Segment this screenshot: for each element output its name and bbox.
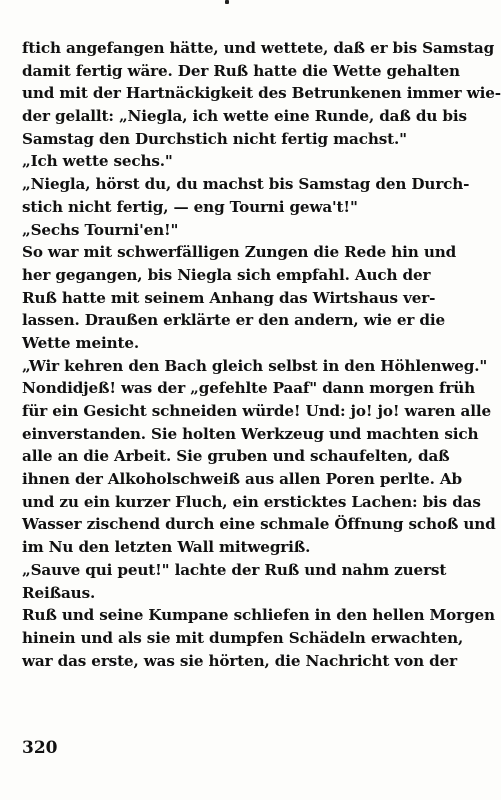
text-line: Reißaus.	[22, 583, 96, 602]
text-line: „Wir kehren den Bach gleich selbst in den Höhlenweg."	[22, 356, 488, 375]
text-line: im Nu den letzten Wall mitwegriß.	[22, 538, 311, 557]
text-line: Ruß und seine Kumpane schliefen in den hellen Morgen	[22, 606, 495, 625]
text-line: der gelallt: „Niegla, ich wette eine Runde, daß du bis	[22, 107, 467, 126]
text-line: Nondidjeß! was der „gefehlte Paaf" dann morgen früh	[22, 379, 476, 398]
text-line: „Sechs Tourni'en!"	[22, 220, 179, 239]
text-line: „Sauve qui peut!" lachte der Ruß und nahm zuerst	[22, 560, 447, 579]
text-line: damit fertig wäre. Der Ruß hatte die Wette gehalten	[22, 61, 460, 80]
text-line: und mit der Hartnäckigkeit des Betrunkenen immer wie-	[22, 84, 501, 103]
text-line: für ein Gesicht schneiden würde! Und: jo! jo! waren alle	[22, 402, 491, 420]
top-ink-mark	[225, 0, 229, 4]
page-number: 320	[22, 738, 58, 758]
text-line: „Ich wette sechs."	[22, 152, 173, 171]
text-line: ftich angefangen hätte, und wettete, daß er bis Samstag	[22, 39, 495, 57]
text-line: lassen. Draußen erklärte er den andern, wie er die	[22, 311, 445, 330]
text-line: ihnen der Alkoholschweiß aus allen Poren perlte. Ab	[22, 470, 463, 489]
text-line: So war mit schwerfälligen Zungen die Rede hin und	[22, 243, 457, 262]
text-line: Wasser zischend durch eine schmale Öffnung schoß und	[22, 515, 496, 534]
text-line: hinein und als sie mit dumpfen Schädeln erwachten,	[22, 628, 464, 647]
body-text	[22, 37, 501, 672]
text-line: und zu ein kurzer Fluch, ein ersticktes Lachen: bis das	[22, 492, 481, 511]
text-line: einverstanden. Sie holten Werkzeug und machten sich	[22, 424, 479, 443]
text-line: alle an die Arbeit. Sie gruben und schaufelten, daß	[22, 447, 450, 466]
text-line: Ruß hatte mit seinem Anhang das Wirtshaus ver-	[22, 288, 436, 307]
text-line: „Niegla, hörst du, du machst bis Samstag den Durch-	[22, 175, 470, 194]
text-line: stich nicht fertig, — eng Tourni gewa't!"	[22, 197, 358, 216]
text-line: Wette meinte.	[22, 333, 140, 352]
text-line: Samstag den Durchstich nicht fertig machst."	[22, 129, 407, 148]
text-line: her gegangen, bis Niegla sich empfahl. Auch der	[22, 265, 431, 284]
text-line: war das erste, was sie hörten, die Nachricht von der	[22, 651, 457, 670]
